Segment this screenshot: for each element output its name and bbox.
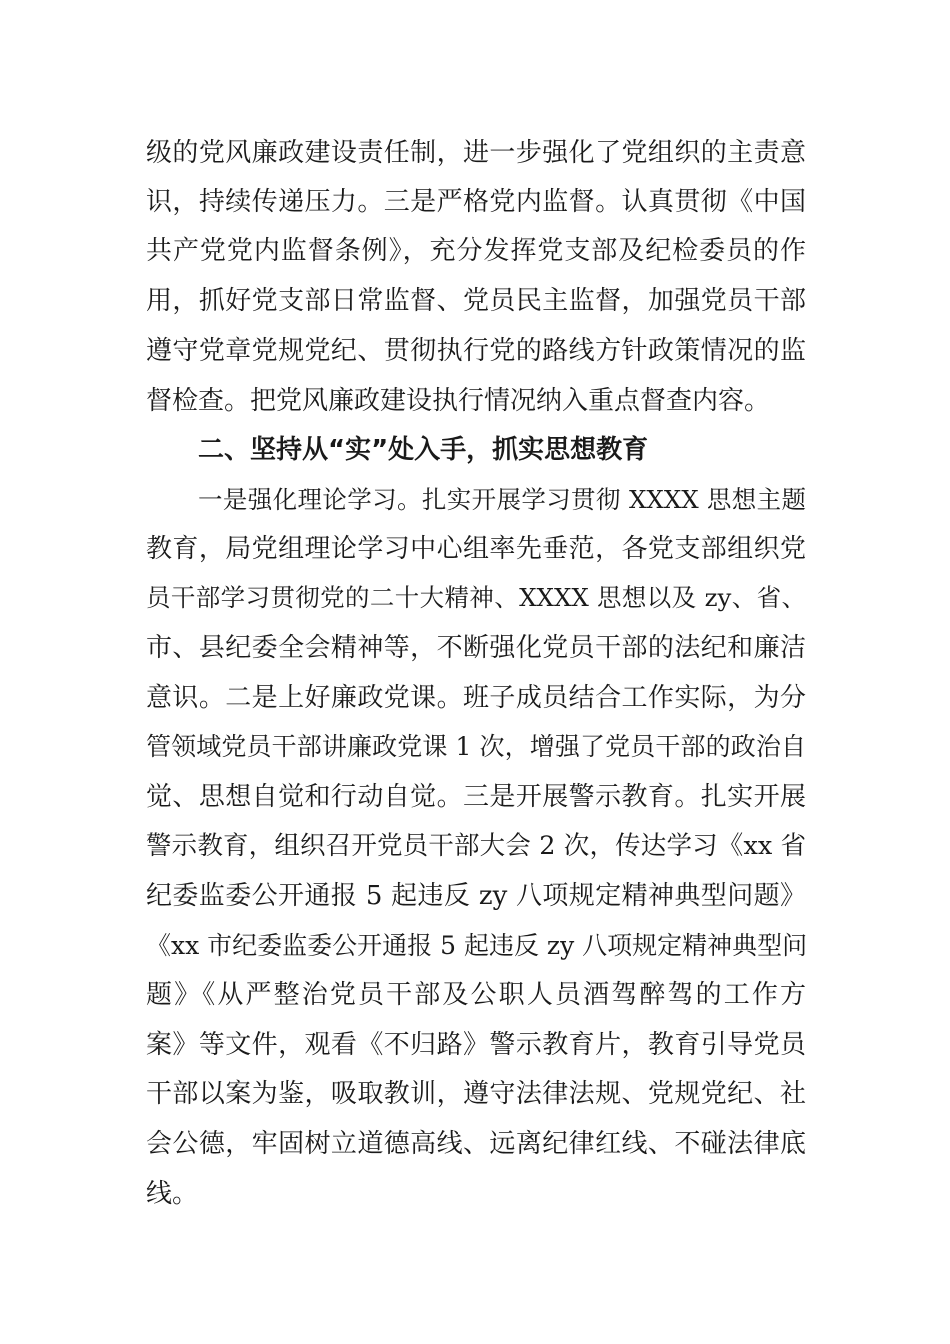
paragraph-line: 用，抓好党支部日常监督、党员民主监督，加强党员干部: [146, 286, 806, 316]
paragraph-line: 《xx 市纪委监委公开通报 5 起违反 zy 八项规定精神典型问: [146, 931, 808, 960]
paragraph-line: 线。: [146, 1179, 199, 1209]
paragraph-line: 市、县纪委全会精神等，不断强化党员干部的法纪和廉洁: [146, 633, 806, 663]
paragraph-line: 会公德，牢固树立道德高线、远离纪律红线、不碰法律底: [146, 1129, 806, 1159]
paragraph-line: 督检查。把党风廉政建设执行情况纳入重点督查内容。: [146, 386, 771, 416]
paragraph-line: 案》等文件，观看《不归路》警示教育片，教育引导党员: [146, 1030, 806, 1060]
paragraph-line: 管领域党员干部讲廉政党课 1 次，增强了党员干部的政治自: [146, 732, 806, 761]
paragraph-line: 教育，局党组理论学习中心组率先垂范，各党支部组织党: [146, 534, 806, 564]
paragraph-line: 员干部学习贯彻党的二十大精神、XXXX 思想以及 zy、省、: [146, 583, 806, 612]
paragraph-line: 一是强化理论学习。扎实开展学习贯彻 XXXX 思想主题: [198, 485, 806, 514]
paragraph-line: 意识。二是上好廉政党课。班子成员结合工作实际，为分: [146, 683, 806, 713]
paragraph-line: 警示教育，组织召开党员干部大会 2 次，传达学习《xx 省: [146, 831, 806, 861]
paragraph-line: 纪委监委公开通报 5 起违反 zy 八项规定精神典型问题》: [146, 881, 806, 911]
paragraph-line: 遵守党章党规党纪、贯彻执行党的路线方针政策情况的监: [146, 336, 806, 366]
paragraph-line: 觉、思想自觉和行动自觉。三是开展警示教育。扎实开展: [146, 782, 806, 812]
paragraph-line: 题》《从严整治党员干部及公职人员酒驾醉驾的工作方: [146, 980, 806, 1010]
paragraph-line: 识，持续传递压力。三是严格党内监督。认真贯彻《中国: [146, 187, 806, 217]
paragraph-line: 级的党风廉政建设责任制，进一步强化了党组织的主责意: [146, 138, 806, 168]
section-heading: 二、坚持从“实”处入手，抓实思想教育: [198, 435, 649, 465]
paragraph-line: 干部以案为鉴，吸取教训，遵守法律法规、党规党纪、社: [146, 1079, 806, 1109]
paragraph-line: 共产党党内监督条例》，充分发挥党支部及纪检委员的作: [146, 236, 806, 266]
